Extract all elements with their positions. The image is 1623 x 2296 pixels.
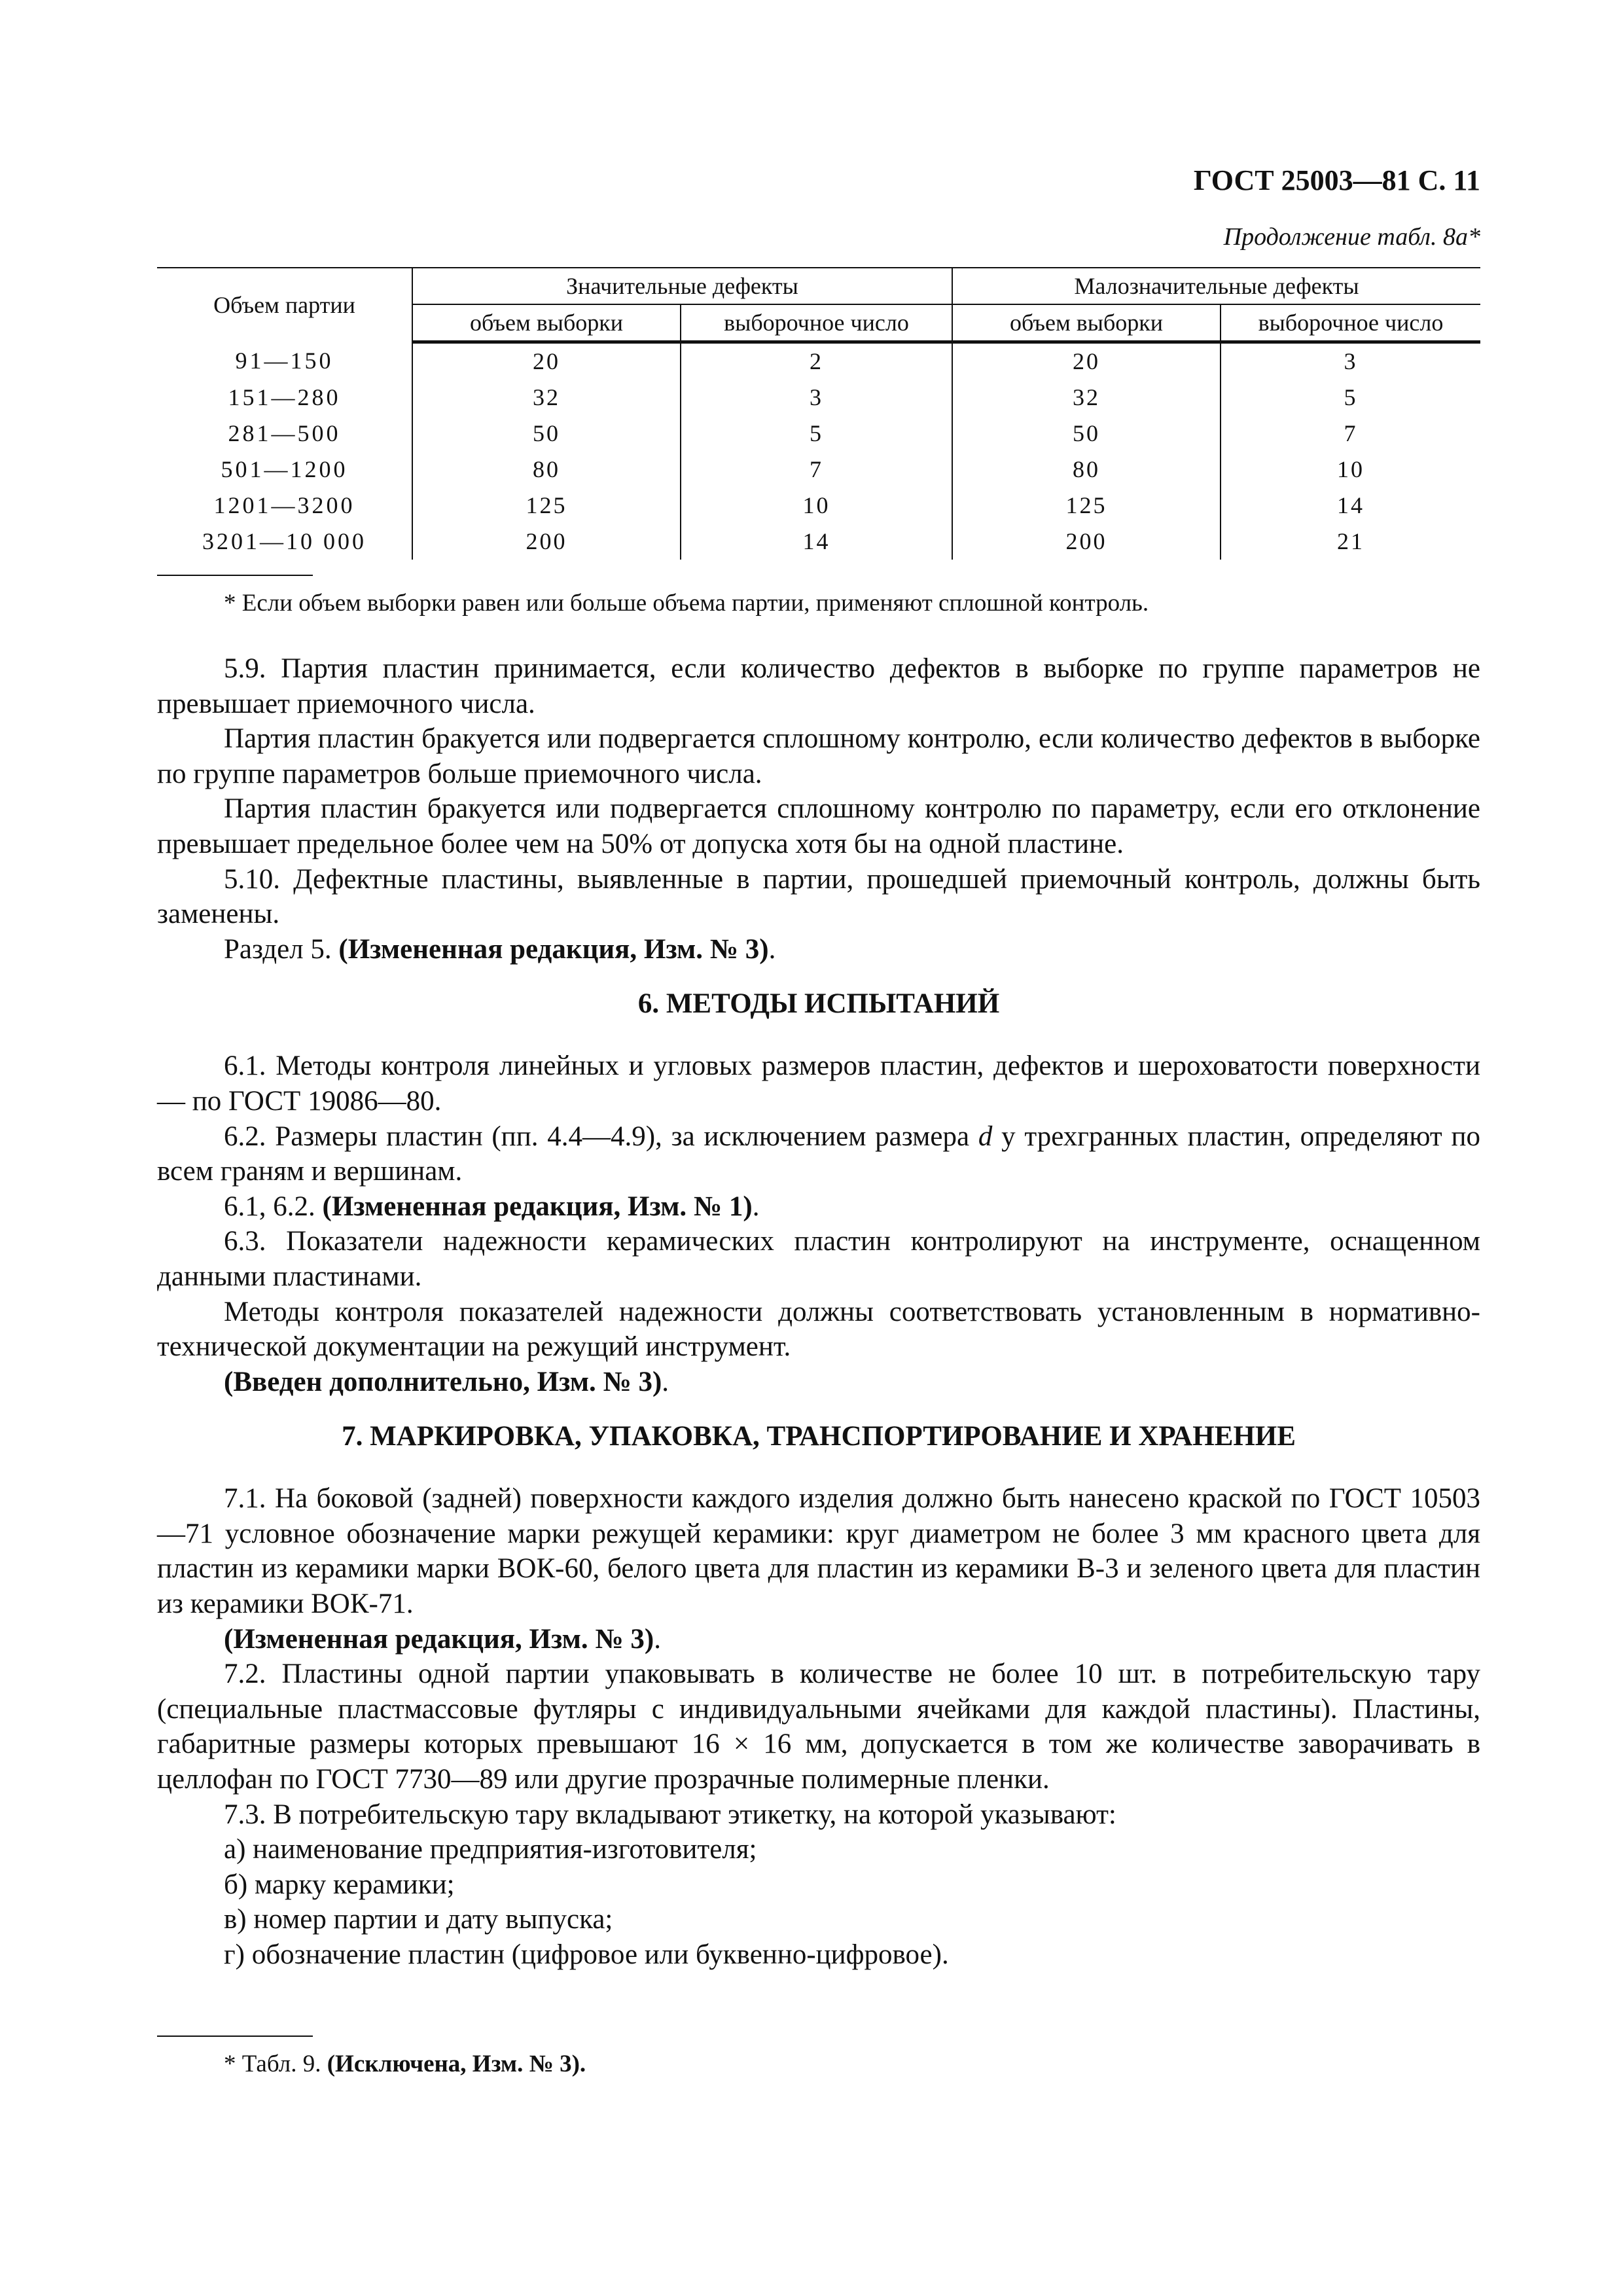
section-heading-6: 6. МЕТОДЫ ИСПЫТАНИЙ bbox=[637, 988, 1000, 1020]
paragraph-7-1: 7.1. На боковой (задней) поверхности каждого изделия должно быть нанесено краской по ГОСТ 10503—71 условное обозначение марки режущей керамики: круг диаметром не более 3 мм красного цвета для пластин из керамики марки ВОК-60, белого цвета для пластин из керамики В-3 и зеленого цвета для пластин из керамики ВОК-71. bbox=[157, 1483, 1480, 1620]
table-cell: 200 bbox=[412, 524, 681, 560]
table-cell: 20 bbox=[952, 342, 1221, 380]
table-cell: 20 bbox=[412, 342, 681, 380]
amendment-note: (Измененная редакция, Изм. № 3). bbox=[224, 1623, 661, 1655]
list-item: а) наименование предприятия-изготовителя; bbox=[224, 1834, 757, 1865]
table-cell: 91—150 bbox=[235, 347, 334, 374]
body-text bbox=[157, 651, 1480, 1973]
table-row bbox=[157, 524, 1480, 560]
table-cell: 125 bbox=[412, 488, 681, 524]
table-row bbox=[157, 416, 1480, 452]
table-cell: 32 bbox=[412, 380, 681, 416]
footnote-rule bbox=[157, 575, 313, 576]
sub-sample-size: объем выборки bbox=[952, 304, 1221, 342]
sub-sample-number: выборочное число bbox=[1221, 304, 1480, 342]
group-minor-defects: Малозначительные дефекты bbox=[952, 268, 1480, 304]
paragraph-6-3: 6.3. Показатели надежности керамических пластин контролируют на инструменте, оснащенном данными пластинами. bbox=[157, 1226, 1480, 1292]
page-header: ГОСТ 25003—81 С. 11 bbox=[1193, 164, 1480, 196]
paragraph: Партия пластин бракуется или подвергается сплошному контролю по параметру, если его отклонение превышает предельное более чем на 50% от допуска хотя бы на одной пластине. bbox=[157, 793, 1480, 859]
paragraph-5-9: 5.9. Партия пластин принимается, если количество дефектов в выборке по группе параметров не превышает приемочного числа. bbox=[157, 653, 1480, 719]
table-cell: 200 bbox=[952, 524, 1221, 560]
list-item: в) номер партии и дату выпуска; bbox=[224, 1904, 613, 1935]
table-row bbox=[157, 342, 1480, 380]
table-cell: 501—1200 bbox=[221, 456, 348, 482]
sub-sample-size: объем выборки bbox=[412, 304, 681, 342]
paragraph: Методы контроля показателей надежности должны соответствовать установленным в нормативно-технической документации на режущий инструмент. bbox=[157, 1296, 1480, 1363]
table-cell: 50 bbox=[952, 416, 1221, 452]
table-cell: 21 bbox=[1221, 524, 1480, 560]
amendment-note: 6.1, 6.2. (Измененная редакция, Изм. № 1). bbox=[224, 1191, 760, 1222]
table-cell: 80 bbox=[412, 452, 681, 488]
table-cell: 5 bbox=[1221, 380, 1480, 416]
paragraph-7-2: 7.2. Пластины одной партии упаковывать в количестве не более 10 шт. в потребительскую тару (специальные пластмассовые футляры с индивидуальными ячейками для каждой пластины). Пластины, габаритные размеры которых превышают 16 × 16 мм, допускается в том же количестве заворачивать в целлофан по ГОСТ 7730—89 или другие прозрачные полимерные пленки. bbox=[157, 1659, 1480, 1795]
table-cell: 125 bbox=[952, 488, 1221, 524]
table-cell: 5 bbox=[681, 416, 952, 452]
table-caption: Продолжение табл. 8а* bbox=[1223, 223, 1480, 251]
amendment-note: (Введен дополнительно, Изм. № 3). bbox=[224, 1366, 669, 1397]
group-major-defects: Значительные дефекты bbox=[412, 268, 952, 304]
table-cell: 281—500 bbox=[228, 420, 341, 446]
table-row bbox=[157, 452, 1480, 488]
table-cell: 3 bbox=[681, 380, 952, 416]
paragraph-7-3: 7.3. В потребительскую тару вкладывают этикетку, на которой указывают: bbox=[224, 1799, 1116, 1830]
list-item: г) обозначение пластин (цифровое или буквенно-цифровое). bbox=[224, 1939, 949, 1970]
table-cell: 3 bbox=[1221, 342, 1480, 380]
table-cell: 1201—3200 bbox=[213, 492, 355, 518]
table-cell: 10 bbox=[1221, 452, 1480, 488]
table-cell: 14 bbox=[1221, 488, 1480, 524]
sub-sample-number: выборочное число bbox=[681, 304, 952, 342]
table-cell: 7 bbox=[1221, 416, 1480, 452]
table-cell: 2 bbox=[681, 342, 952, 380]
table-cell: 3201—10 000 bbox=[202, 528, 366, 554]
table-cell: 32 bbox=[952, 380, 1221, 416]
table-row bbox=[157, 488, 1480, 524]
section-heading-7: 7. МАРКИРОВКА, УПАКОВКА, ТРАНСПОРТИРОВАНИЕ И ХРАНЕНИЕ bbox=[342, 1421, 1296, 1452]
list-item: б) марку керамики; bbox=[224, 1869, 455, 1900]
sampling-table bbox=[157, 267, 1480, 560]
table-cell: 80 bbox=[952, 452, 1221, 488]
col-lot-size: Объем партии bbox=[157, 268, 412, 342]
table-cell: 151—280 bbox=[228, 384, 341, 410]
table-cell: 7 bbox=[681, 452, 952, 488]
table-cell: 50 bbox=[412, 416, 681, 452]
paragraph-5-10: 5.10. Дефектные пластины, выявленные в партии, прошедшей приемочный контроль, должны быть заменены. bbox=[157, 863, 1480, 930]
table-row bbox=[157, 380, 1480, 416]
paragraph: Партия пластин бракуется или подвергается сплошному контролю, если количество дефектов в выборке по группе параметров больше приемочного числа. bbox=[157, 723, 1480, 789]
footnote-table: * Если объем выборки равен или больше объема партии, применяют сплошной контроль. bbox=[224, 590, 1149, 617]
table-cell: 14 bbox=[681, 524, 952, 560]
table-cell: 10 bbox=[681, 488, 952, 524]
paragraph-6-1: 6.1. Методы контроля линейных и угловых размеров пластин, дефектов и шероховатости поверхности — по ГОСТ 19086—80. bbox=[157, 1050, 1480, 1117]
footnote-table-9: * Табл. 9. (Исключена, Изм. № 3). bbox=[224, 2051, 586, 2077]
footnote-rule bbox=[157, 2036, 313, 2037]
amendment-note: Раздел 5. (Измененная редакция, Изм. № 3). bbox=[224, 933, 776, 965]
paragraph-6-2: 6.2. Размеры пластин (пп. 4.4—4.9), за исключением размера d у трехгранных пластин, определяют по всем граням и вершинам. bbox=[157, 1121, 1480, 1187]
